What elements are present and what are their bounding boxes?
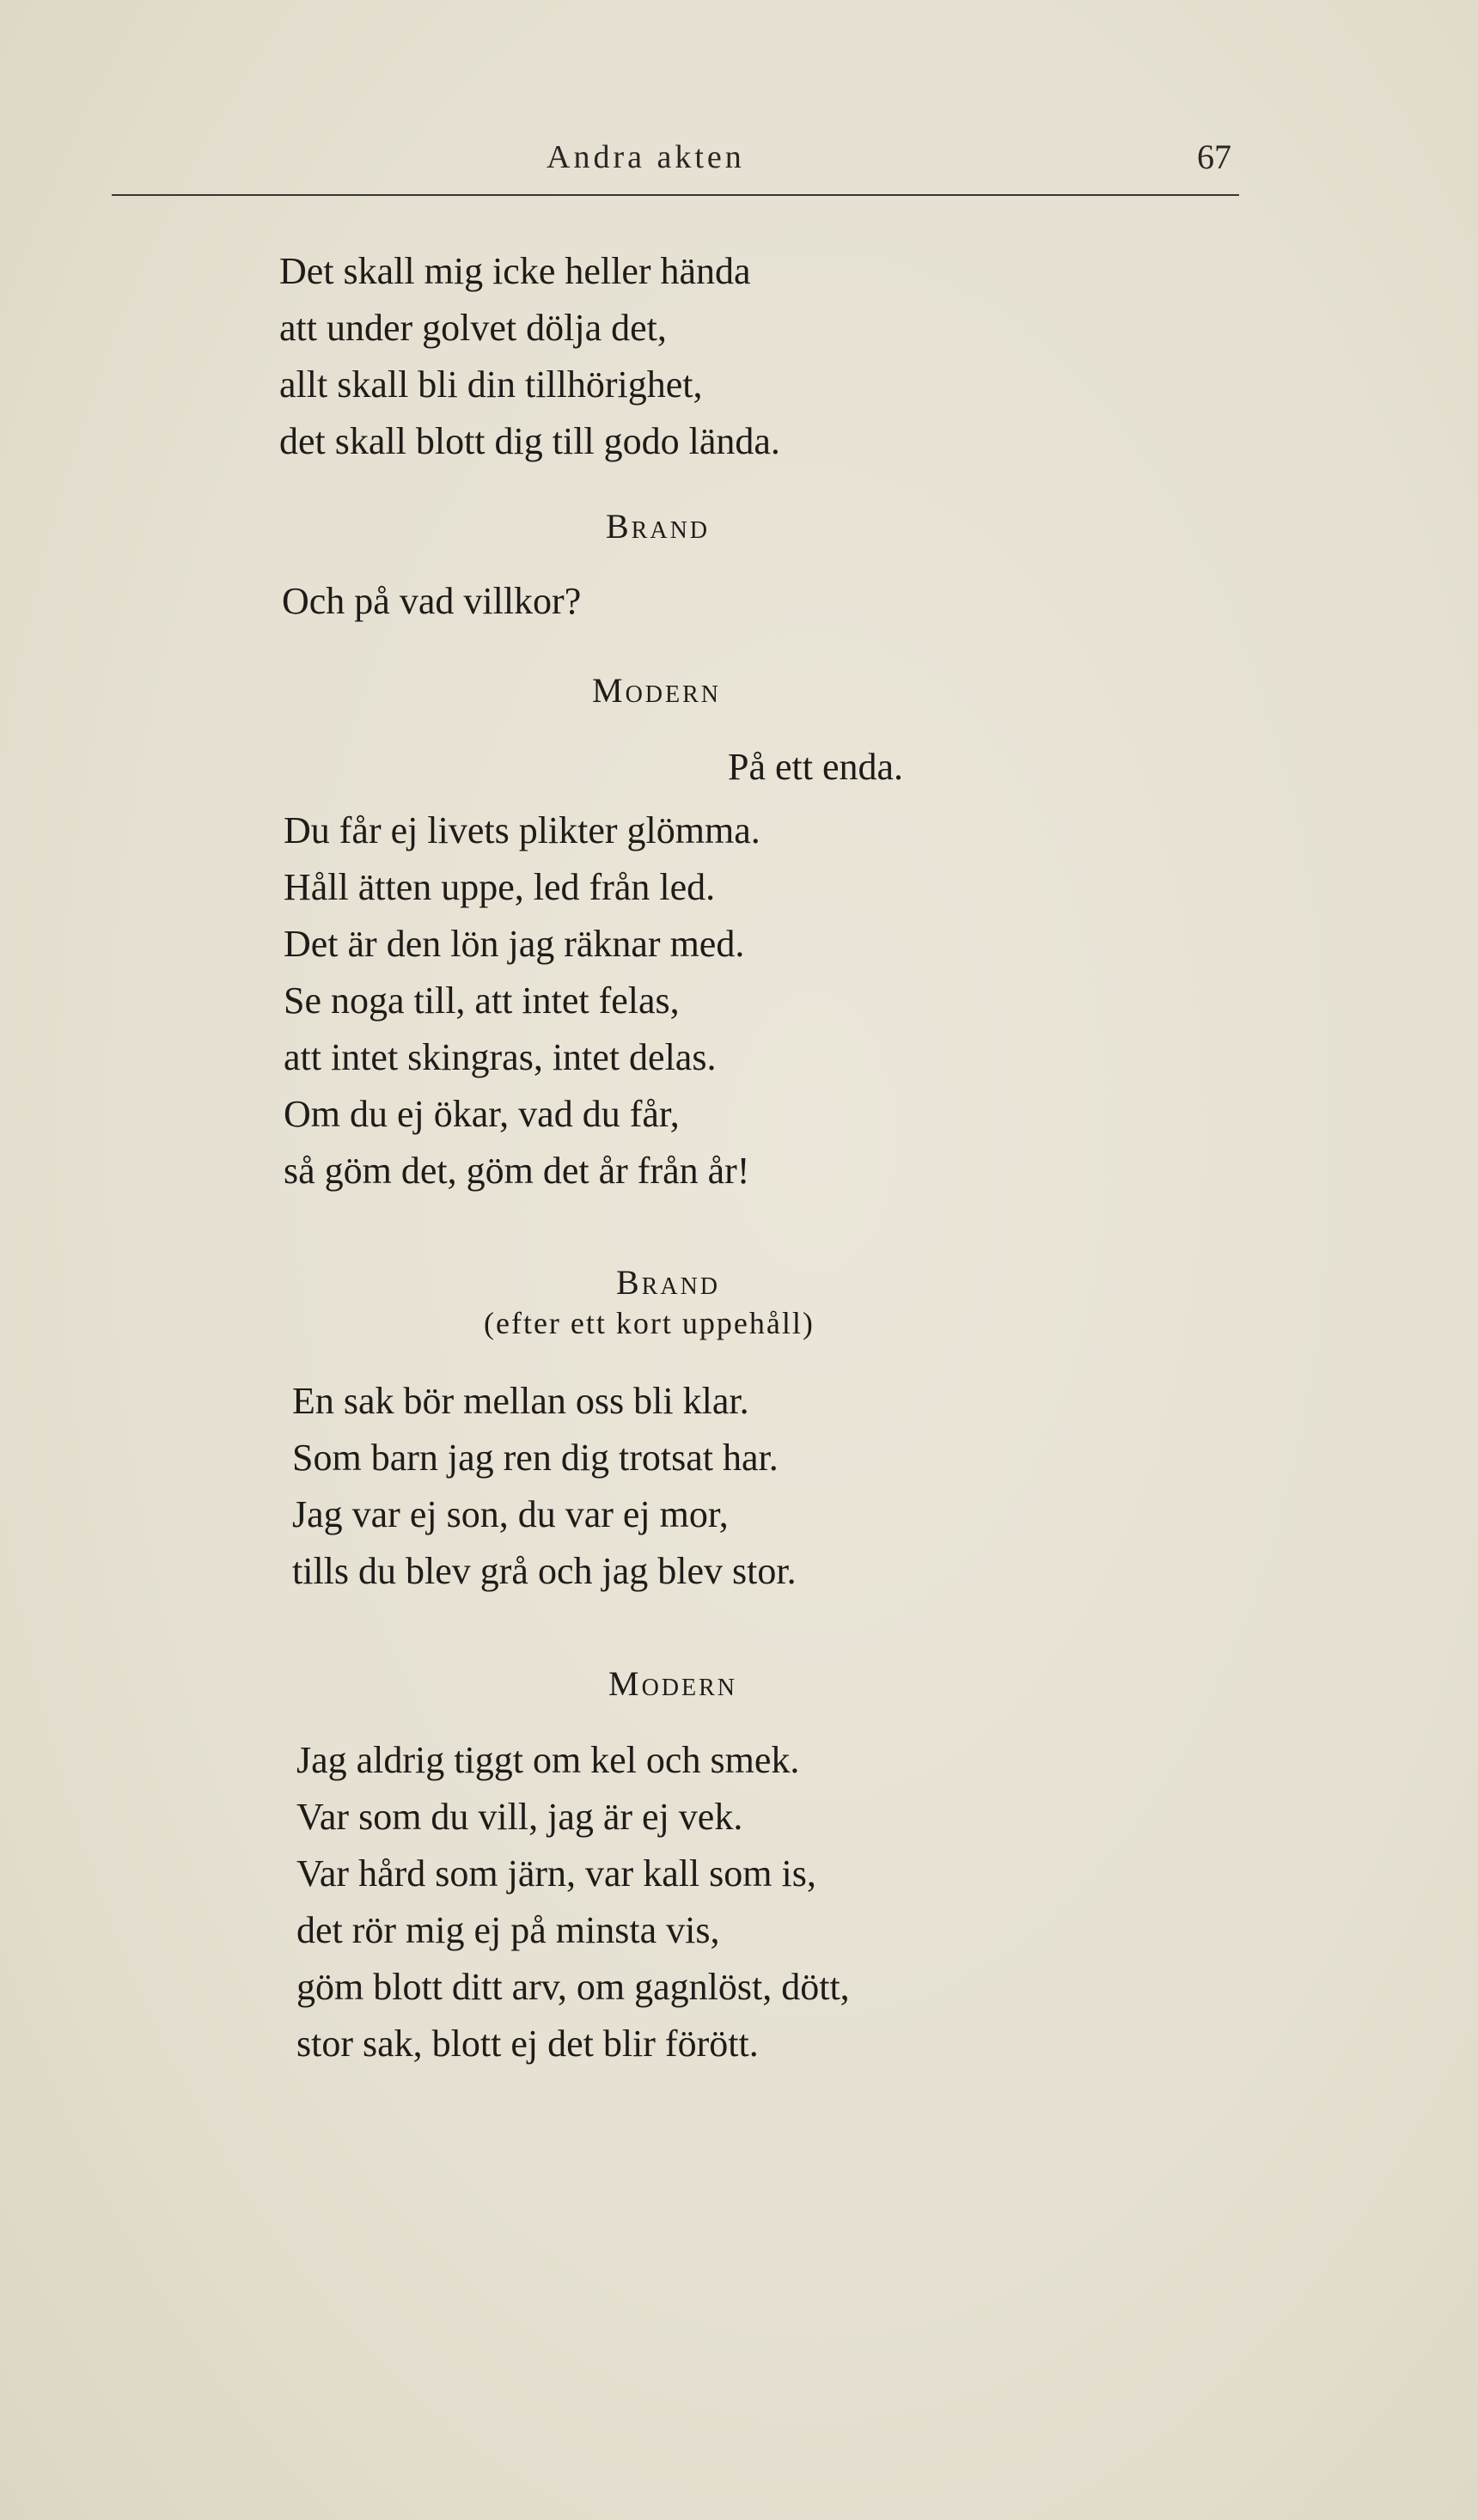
verse-stanza xyxy=(728,739,903,796)
verse-line: På ett enda. xyxy=(728,746,904,788)
running-title: Andra akten xyxy=(547,139,745,175)
verse-line: En sak bör mellan oss bli klar. xyxy=(292,1380,749,1422)
verse-line: allt skall bli din tillhörighet, xyxy=(279,363,703,406)
speaker-name: Modern xyxy=(608,1664,738,1703)
verse-stanza xyxy=(282,573,581,630)
speaker-name: Brand xyxy=(616,1263,721,1302)
verse-line: Du får ej livets plikter glömma. xyxy=(284,809,760,851)
verse-line: Jag aldrig tiggt om kel och smek. xyxy=(296,1739,800,1781)
verse-line: stor sak, blott ej det blir förött. xyxy=(296,2023,759,2065)
verse-line: Se noga till, att intet felas, xyxy=(284,979,680,1022)
verse-line: Var som du vill, jag är ej vek. xyxy=(296,1796,743,1838)
verse-line: det skall blott dig till godo lända. xyxy=(279,420,780,462)
verse-line: tills du blev grå och jag blev stor. xyxy=(292,1550,797,1592)
verse-line: att intet skingras, intet delas. xyxy=(284,1036,717,1078)
verse-line: Det är den lön jag räknar med. xyxy=(284,923,745,965)
verse-line: Om du ej ökar, vad du får, xyxy=(284,1093,680,1135)
verse-line: Och på vad villkor? xyxy=(282,580,582,622)
speaker-name: Brand xyxy=(606,507,711,546)
verse-stanza xyxy=(284,802,760,1199)
stage-direction: (efter ett kort uppehåll) xyxy=(484,1306,815,1340)
verse-line: Håll ätten uppe, led från led. xyxy=(284,866,716,908)
page-number: 67 xyxy=(1197,137,1231,176)
verse-stanza xyxy=(279,243,780,470)
verse-line: Det skall mig icke heller hända xyxy=(279,250,751,292)
verse-stanza xyxy=(296,1732,850,2072)
verse-line: Var hård som järn, var kall som is, xyxy=(296,1852,816,1895)
verse-line: Jag var ej son, du var ej mor, xyxy=(292,1493,729,1535)
verse-line: det rör mig ej på minsta vis, xyxy=(296,1909,720,1951)
verse-line: så göm det, göm det år från år! xyxy=(284,1150,750,1192)
verse-line: att under golvet dölja det, xyxy=(279,307,667,349)
verse-line: Som barn jag ren dig trotsat har. xyxy=(292,1437,779,1479)
verse-line: göm blott ditt arv, om gagnlöst, dött, xyxy=(296,1966,850,2008)
speaker-name: Modern xyxy=(592,671,722,710)
verse-stanza xyxy=(292,1373,797,1600)
